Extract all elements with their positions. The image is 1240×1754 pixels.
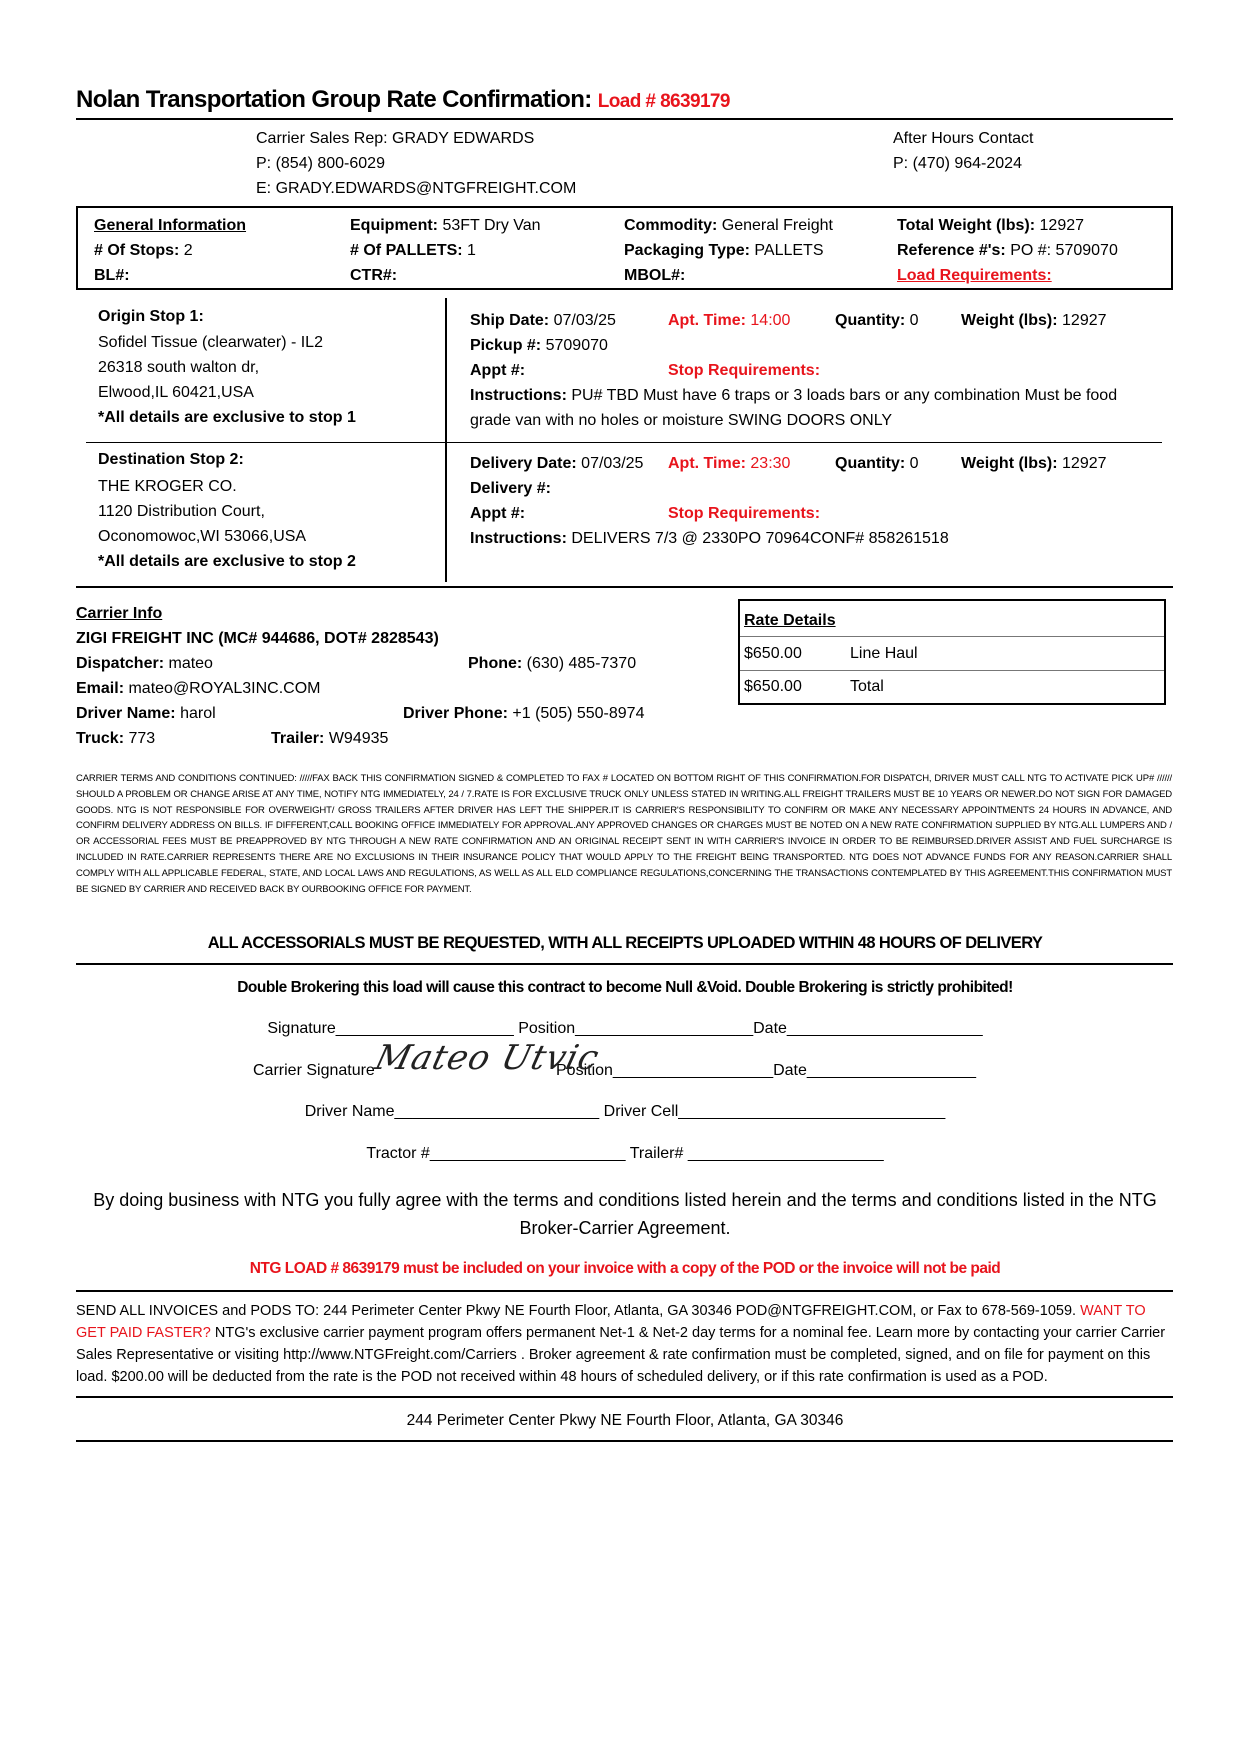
stops-label: # Of Stops:: [94, 242, 180, 259]
title-text: Nolan Transportation Group Rate Confirmation:: [76, 86, 592, 113]
mbol-label: MBOL#:: [624, 267, 686, 284]
packaging-value: PALLETS: [754, 242, 824, 259]
equipment-label: Equipment:: [350, 217, 438, 234]
destination-address: 1120 Distribution Court,: [98, 503, 265, 520]
ship-date-value: 07/03/25: [553, 312, 616, 329]
origin-quantity: [835, 312, 919, 330]
after-hours-label: After Hours Contact: [893, 130, 1034, 147]
destination-apt-value: 23:30: [750, 455, 791, 472]
destination-stop-requirements: Stop Requirements:: [668, 505, 821, 522]
stops-count: [94, 242, 193, 260]
invoices-paragraph: [76, 1300, 1174, 1388]
divider: [76, 1290, 1173, 1292]
invoices-text: SEND ALL INVOICES and PODS TO: 244 Perimeter Center Pkwy NE Fourth Floor, Atlanta, GA 30346 POD@NTGFREIGHT.COM, or Fax to 678-569-1059.: [76, 1303, 1077, 1319]
reference-label: Reference #'s:: [897, 242, 1006, 259]
delivery-date-label: Delivery Date:: [470, 455, 577, 472]
ship-date-label: Ship Date:: [470, 312, 550, 329]
total-weight-label: Total Weight (lbs):: [897, 217, 1036, 234]
carrier-email: [76, 680, 320, 698]
page-title: [76, 86, 730, 114]
delivery-date: [470, 455, 643, 473]
bl-label: BL#:: [94, 267, 130, 284]
driver-name: [76, 705, 216, 723]
divider: [76, 1396, 1173, 1398]
destination-wt-value: 12927: [1062, 455, 1107, 472]
equipment: [350, 217, 541, 235]
footer-address: 244 Perimeter Center Pkwy NE Fourth Floor, Atlanta, GA 30346: [406, 1412, 844, 1429]
pickup-number: [470, 337, 608, 355]
general-info-heading: General Information: [94, 217, 247, 234]
destination-quantity: [835, 455, 919, 473]
destination-name: THE KROGER CO.: [98, 478, 237, 495]
after-hours-phone: P: (470) 964-2024: [893, 155, 1022, 172]
carrier-phone-value: (630) 485-7370: [526, 655, 637, 672]
trailer-value: W94935: [328, 730, 389, 747]
rate-divider: [740, 670, 1164, 671]
destination-weight: [961, 455, 1107, 473]
reference-value: PO #: 5709070: [1010, 242, 1118, 259]
carrier-signature-label: Carrier Signature: [253, 1062, 375, 1079]
stops-value: 2: [183, 242, 193, 259]
destination-heading: Destination Stop 2:: [98, 451, 244, 468]
get-paid-faster: WANT TO GET PAID FASTER?: [76, 1303, 1146, 1341]
origin-wt-label: Weight (lbs):: [961, 312, 1058, 329]
origin-qty-label: Quantity:: [835, 312, 906, 329]
divider: [76, 118, 1173, 120]
rate-details-heading: Rate Details: [744, 612, 836, 629]
origin-apt-label: Apt. Time:: [668, 312, 746, 329]
signature-line[interactable]: Signature____________________ Position____________________Date______________________: [267, 1020, 983, 1037]
origin-instructions: [470, 387, 1117, 405]
carrier-signature-line[interactable]: Position__________________Date___________________: [556, 1062, 976, 1079]
origin-instr-line2: grade van with no holes or moisture SWING DOORS ONLY: [470, 412, 893, 429]
destination-qty-value: 0: [909, 455, 919, 472]
origin-note: *All details are exclusive to stop 1: [98, 409, 356, 426]
destination-appt-label: Appt #:: [470, 505, 526, 522]
stop-divider: [86, 442, 1162, 443]
rate-label: Total: [850, 678, 884, 695]
origin-weight: [961, 312, 1107, 330]
rate-amount: $650.00: [744, 678, 802, 695]
destination-apt-label: Apt. Time:: [668, 455, 746, 472]
dispatcher: [76, 655, 213, 673]
terms-conditions: CARRIER TERMS AND CONDITIONS CONTINUED: /////FAX BACK THIS CONFIRMATION SIGNED & COMPLETED TO FAX # LOCATED ON BOTTOM RIGHT OF THIS CONFIRMATION.FOR DISPATCH, DRIVER MUST CALL NTG TO ACTIVATE PICK UP# ////// SHOULD A PROBLEM OR CHANGE ARISE AT ANY TIME, NOTIFY NTG IMMEDIATELY, 24 / 7.RATE IS FOR EXCLUSIVE TRUCK ONLY UNLESS STATED IN WRITING.ALL FREIGHT TRAILERS MUST BE 10 YEARS OR NEWER.DO NOT SIGN FOR DAMAGED GOODS. NTG IS NOT RESPONSIBLE FOR OVERWEIGHT/ GROSS TRAILERS AFTER DRIVER HAS LEFT THE SHIPPER.IT IS CARRIER'S RESPONSIBILITY TO CONFIRM OR MAKE ANY NECESSARY APPOINTMENTS 24 HOURS IN ADVANCE, AND CONFIRM DELIVERY ADDRESS ON BILLS. IF DIFFERENT,CALL BOOKING OFFICE IMMEDIATELY FOR APPROVAL.ANY APPROVED CHANGES OR CHARGES MUST BE NOTED ON A NEW RATE CONFIRMATION SUPPLIED BY NTG.ALL LUMPERS AND / OR ACCESSORIAL FEES MUST BE PREAPPROVED BY NTG THROUGH A NEW RATE CONFIRMATION AND AN ORIGINAL RECEIPT SENT IN WITH CARRIER'S INVOICE IN ORDER TO BE REIMBURSED.DRIVER ASSIST AND FUEL SURCHARGE IS INCLUDED IN RATE.CARRIER REPRESENTS THERE ARE NO EXCLUSIONS IN THEIR INSURANCE POLICY THAT WOULD APPLY TO THE FREIGHT BEING TRANSPORTED. NTG DOES NOT ADVANCE FUNDS FOR ANY REASON.CARRIER SHALL COMPLY WITH ALL APPLICABLE FEDERAL, STATE, AND LOCAL LAWS AND REGULATIONS, AS WELL AS ALL ELD COMPLIANCE REGULATIONS,CONCERNING THE TRANSACTIONS CONTEMPLATED BY THIS AGREEMENT.THIS CONFIRMATION MUST BE SIGNED BY CARRIER AND RECEIVED BACK BY OURBOOKING OFFICE FOR PAYMENT.: [76, 773, 1172, 895]
divider: [76, 1440, 1173, 1442]
pallets-value: 1: [467, 242, 476, 259]
delivery-number-label: Delivery #:: [470, 480, 551, 497]
rate-amount: $650.00: [744, 645, 802, 662]
total-weight-value: 12927: [1039, 217, 1085, 234]
ctr-label: CTR#:: [350, 267, 398, 284]
destination-apt-time: [668, 455, 790, 473]
destination-instr-value: DELIVERS 7/3 @ 2330PO 70964CONF# 858261518: [571, 530, 949, 547]
reference: [897, 242, 1118, 260]
origin-apt-time: [668, 312, 790, 330]
truck-value: 773: [128, 730, 156, 747]
carrier-phone: [468, 655, 636, 673]
origin-wt-value: 12927: [1062, 312, 1107, 329]
trailer-label: Trailer:: [271, 730, 325, 747]
dispatcher-value: mateo: [168, 655, 213, 672]
origin-qty-value: 0: [909, 312, 919, 329]
driver-name-label: Driver Name:: [76, 705, 176, 722]
carrier-name: ZIGI FREIGHT INC (MC# 944686, DOT# 2828543): [76, 630, 439, 647]
tractor-line[interactable]: Tractor #______________________ Trailer# ______________________: [366, 1145, 884, 1162]
pickup-label: Pickup #:: [470, 337, 542, 354]
stop-column-divider: [445, 298, 447, 582]
delivery-date-value: 07/03/25: [581, 455, 644, 472]
ship-date: [470, 312, 616, 330]
carrier-info-heading: Carrier Info: [76, 605, 163, 622]
origin-heading: Origin Stop 1:: [98, 308, 204, 325]
carrier-email-value: mateo@ROYAL3INC.COM: [128, 680, 321, 697]
origin-city: Elwood,IL 60421,USA: [98, 384, 254, 401]
destination-instr-label: Instructions:: [470, 530, 567, 547]
commodity-value: General Freight: [721, 217, 833, 234]
destination-qty-label: Quantity:: [835, 455, 906, 472]
sales-rep: Carrier Sales Rep: GRADY EDWARDS: [256, 130, 535, 147]
carrier-email-label: Email:: [76, 680, 125, 697]
packaging: [624, 242, 824, 260]
origin-instr-line1: PU# TBD Must have 6 traps or 3 loads bars or any combination Must be food: [571, 387, 1118, 404]
load-number: Load # 8639179: [597, 91, 730, 112]
pallets: [350, 242, 476, 260]
pod-notice: NTG LOAD # 8639179 must be included on your invoice with a copy of the POD or the invoice will not be paid: [249, 1260, 1001, 1277]
handwritten-signature: Mateo Utvic: [371, 1038, 604, 1078]
origin-appt-label: Appt #:: [470, 362, 526, 379]
destination-city: Oconomowoc,WI 53066,USA: [98, 528, 307, 545]
truck-label: Truck:: [76, 730, 125, 747]
trailer: [271, 730, 388, 748]
equipment-value: 53FT Dry Van: [442, 217, 541, 234]
accessorials-notice: ALL ACCESSORIALS MUST BE REQUESTED, WITH ALL RECEIPTS UPLOADED WITHIN 48 HOURS OF DELIVERY: [207, 934, 1043, 952]
commodity: [624, 217, 833, 235]
destination-note: *All details are exclusive to stop 2: [98, 553, 356, 570]
divider: [76, 586, 1173, 588]
carrier-phone-label: Phone:: [468, 655, 523, 672]
driver-line[interactable]: Driver Name_______________________ Driver Cell______________________________: [304, 1103, 946, 1120]
rate-divider: [740, 636, 1164, 637]
driver-phone-label: Driver Phone:: [403, 705, 508, 722]
origin-stop-requirements: Stop Requirements:: [668, 362, 821, 379]
payment-program-text: NTG's exclusive carrier payment program offers permanent Net-1 & Net-2 day terms for a nominal fee. Learn more by contacting your carrier Carrier Sales Representative or visiting http://www.NTGFreight.com/Carriers . Broker agreement & rate confirmation must be completed, signed, and on file for payment on this load. $200.00 will be deducted from the rate is the POD not received within 48 hours of scheduled delivery, or if this rate confirmation is used as a POD.: [76, 1325, 1166, 1385]
origin-apt-value: 14:00: [750, 312, 791, 329]
divider: [76, 963, 1173, 965]
origin-address: 26318 south walton dr,: [98, 359, 260, 376]
origin-instr-label: Instructions:: [470, 387, 567, 404]
rate-label: Line Haul: [850, 645, 918, 662]
commodity-label: Commodity:: [624, 217, 718, 234]
pickup-value: 5709070: [545, 337, 608, 354]
driver-phone: [403, 705, 644, 723]
sales-phone: P: (854) 800-6029: [256, 155, 385, 172]
destination-wt-label: Weight (lbs):: [961, 455, 1058, 472]
driver-phone-value: +1 (505) 550-8974: [512, 705, 645, 722]
agreement-text: By doing business with NTG you fully agree with the terms and conditions listed herein and the terms and conditions listed in the NTG Broker-Carrier Agreement.: [93, 1190, 1157, 1238]
sales-email: E: GRADY.EDWARDS@NTGFREIGHT.COM: [256, 180, 577, 197]
truck: [76, 730, 155, 748]
origin-name: Sofidel Tissue (clearwater) - IL2: [98, 334, 323, 351]
dispatcher-label: Dispatcher:: [76, 655, 165, 672]
load-requirements-link[interactable]: Load Requirements:: [897, 267, 1052, 284]
pallets-label: # Of PALLETS:: [350, 242, 463, 259]
driver-name-value: harol: [180, 705, 216, 722]
double-brokering-notice: Double Brokering this load will cause this contract to become Null &Void. Double Brokering is strictly prohibited!: [237, 979, 1013, 996]
destination-instructions: [470, 530, 949, 548]
total-weight: [897, 217, 1084, 235]
packaging-label: Packaging Type:: [624, 242, 750, 259]
